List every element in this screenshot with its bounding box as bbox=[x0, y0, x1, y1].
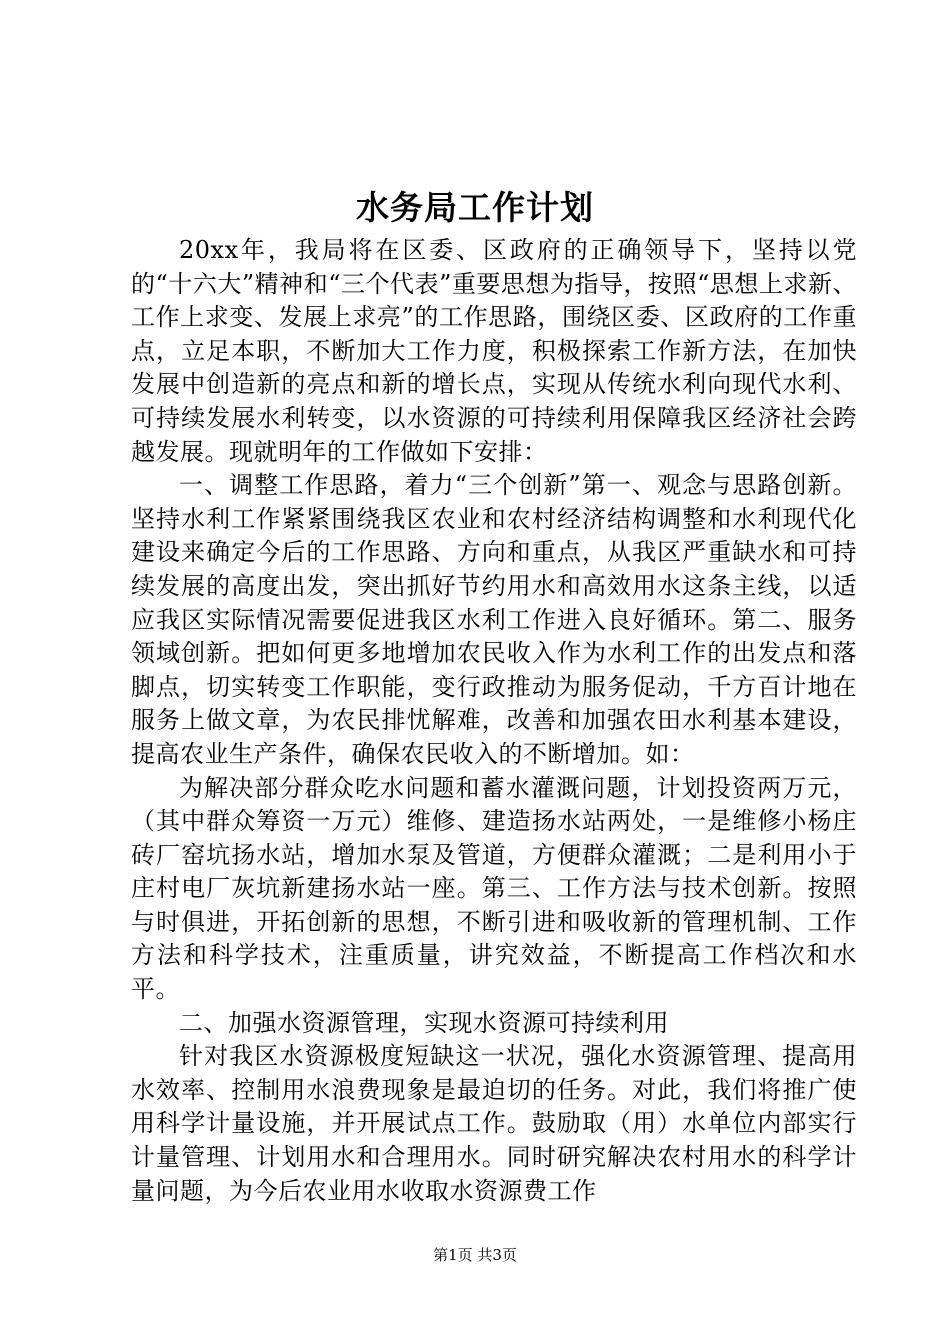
document-body bbox=[131, 234, 857, 1208]
paragraph-pump-station: 为解决部分群众吃水问题和蓄水灌溉问题，计划投资两万元，（其中群众筹资一万元）维修、建造扬水站两处，一是维修小杨庄砖厂窑坑扬水站，增加水泵及管道，方便群众灌溉；二是利用小于庄村电厂灰坑新建扬水站一座。第三、工作方法与技术创新。按照与时俱进，开拓创新的思想，不断引进和吸收新的管理机制、工作方法和科学技术，注重质量，讲究效益，不断提高工作档次和水平。 bbox=[131, 773, 857, 1004]
paragraph-water-management: 针对我区水资源极度短缺这一状况，强化水资源管理、提高用水效率、控制用水浪费现象是最迫切的任务。对此，我们将推广使用科学计量设施，并开展试点工作。鼓励取（用）水单位内部实行计量管理、计划用水和合理用水。同时研究解决农村用水的科学计量问题，为今后农业用水收取水资源费工作 bbox=[131, 1042, 857, 1205]
paragraph-intro: 20xx年，我局将在区委、区政府的正确领导下，坚持以党的“十六大”精神和“三个代表”重要思想为指导，按照“思想上求新、工作上求变、发展上求亮”的工作思路，围绕区委、区政府的工作重点，立足本职，不断加大工作力度，积极探索工作新方法，在加快发展中创造新的亮点和新的增长点，实现从传统水利向现代水利、可持续发展水利转变，以水资源的可持续利用保障我区经济社会跨越发展。现就明年的工作做如下安排： bbox=[131, 236, 857, 466]
document-title: 水务局工作计划 bbox=[356, 188, 594, 227]
paragraph-section-one: 一、调整工作思路，着力“三个创新”第一、观念与思路创新。坚持水利工作紧紧围绕我区农业和农村经济结构调整和水利现代化建设来确定今后的工作思路、方向和重点，从我区严重缺水和可持续发展的高度出发，突出抓好节约用水和高效用水这条主线，以适应我区实际情况需要促进我区水利工作进入良好循环。第二、服务领域创新。把如何更多地增加农民收入作为水利工作的出发点和落脚点，切实转变工作职能，变行政推动为服务促动，千方百计地在服务上做文章，为农民排忧解难，改善和加强农田水利基本建设，提高农业生产条件，确保农民收入的不断增加。如： bbox=[131, 471, 857, 768]
page-number-footer: 第1页 共3页 bbox=[433, 1246, 517, 1264]
section-heading-two: 二、加强水资源管理，实现水资源可持续利用 bbox=[179, 1008, 669, 1037]
